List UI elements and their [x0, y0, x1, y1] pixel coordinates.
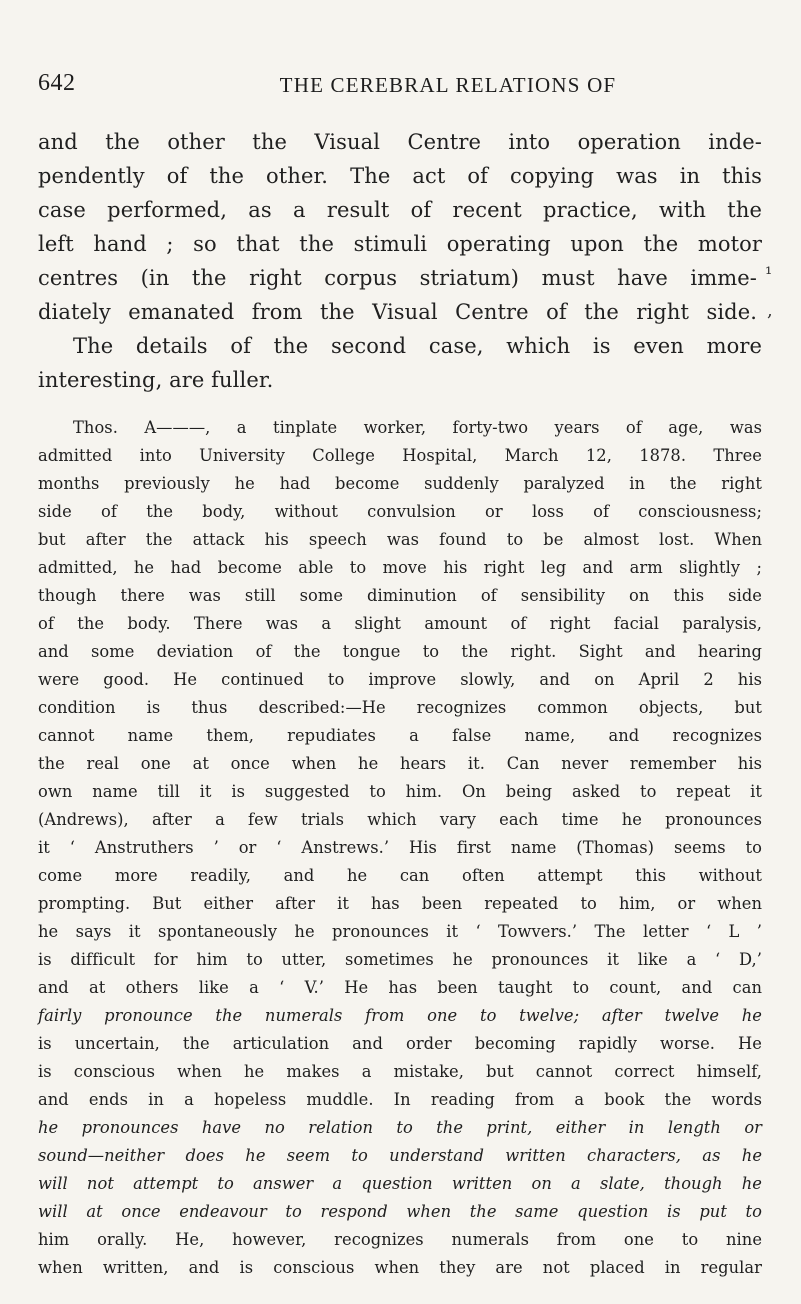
- text-line: and some deviation of the tongue to the right. Sight and hearing: [38, 642, 762, 661]
- text-line: own name till it is suggested to him. On being asked to repeat it: [38, 782, 762, 801]
- text-line: he says it spontaneously he pronounces it ‘ Towvers.’ The letter ‘ L ’: [38, 922, 762, 941]
- text-line: of the body. There was a slight amount of right facial paralysis,: [38, 614, 762, 633]
- text-line: him orally. He, however, recognizes numerals from one to nine: [38, 1230, 762, 1249]
- text-line: he pronounces have no relation to the print, either in length or: [38, 1118, 762, 1137]
- page-number: 642: [38, 70, 76, 96]
- text-line: when written, and is conscious when they are not placed in regular: [38, 1258, 762, 1277]
- text-line: side of the body, without convulsion or loss of consciousness;: [38, 502, 762, 521]
- text-line: (Andrews), after a few trials which vary each time he pronounces: [38, 810, 762, 829]
- text-line: sound—neither does he seem to understand written characters, as he: [38, 1146, 762, 1165]
- text-line: admitted, he had become able to move his right leg and arm slightly ;: [38, 558, 762, 577]
- text-line: admitted into University College Hospital, March 12, 1878. Three: [38, 446, 762, 465]
- text-line: will at once endeavour to respond when the same question is put to: [38, 1202, 762, 1221]
- text-line: and ends in a hopeless muddle. In reading from a book the words: [38, 1090, 762, 1109]
- text-line: diately emanated from the Visual Centre of the right side.: [38, 300, 757, 324]
- text-line: months previously he had become suddenly paralyzed in the right: [38, 474, 762, 493]
- text-line: come more readily, and he can often attempt this without: [38, 866, 762, 885]
- text-line: cannot name them, repudiates a false name, and recognizes: [38, 726, 762, 745]
- text-line: condition is thus described:—He recognizes common objects, but: [38, 698, 762, 717]
- running-head: THE CEREBRAL RELATIONS OF: [279, 73, 617, 97]
- text-line: is uncertain, the articulation and order becoming rapidly worse. He: [38, 1034, 762, 1053]
- text-line: prompting. But either after it has been repeated to him, or when: [38, 894, 762, 913]
- text-line: is difficult for him to utter, sometimes he pronounces it like a ‘ D,’: [38, 950, 762, 969]
- text-line: the real one at once when he hears it. Can never remember his: [38, 754, 762, 773]
- text-line: though there was still some diminution of sensibility on this side: [38, 586, 762, 605]
- text-line: and at others like a ‘ V.’ He has been taught to count, and can: [38, 978, 762, 997]
- text-line: left hand ; so that the stimuli operating upon the motor: [38, 232, 762, 256]
- text-line: centres (in the right corpus striatum) must have imme-: [38, 266, 757, 290]
- text-line: were good. He continued to improve slowly, and on April 2 his: [38, 670, 762, 689]
- text-line: it ‘ Anstruthers ’ or ‘ Anstrews.’ His first name (Thomas) seems to: [38, 838, 762, 857]
- margin-mark: ,: [767, 300, 773, 321]
- text-line: case performed, as a result of recent practice, with the: [38, 198, 762, 222]
- text-line: pendently of the other. The act of copying was in this: [38, 164, 762, 188]
- text-line: Thos. A———, a tinplate worker, forty-two years of age, was: [73, 418, 762, 437]
- text-line: and the other the Visual Centre into operation inde-: [38, 130, 762, 154]
- text-line: is conscious when he makes a mistake, but cannot correct himself,: [38, 1062, 762, 1081]
- page-header: [38, 70, 763, 110]
- text-line: but after the attack his speech was found to be almost lost. When: [38, 530, 762, 549]
- margin-mark: ¹: [765, 264, 773, 285]
- text-line: will not attempt to answer a question written on a slate, though he: [38, 1174, 762, 1193]
- text-line: The details of the second case, which is even more: [73, 334, 762, 358]
- text-line: fairly pronounce the numerals from one to twelve; after twelve he: [38, 1006, 762, 1025]
- text-line: interesting, are fuller.: [38, 368, 274, 392]
